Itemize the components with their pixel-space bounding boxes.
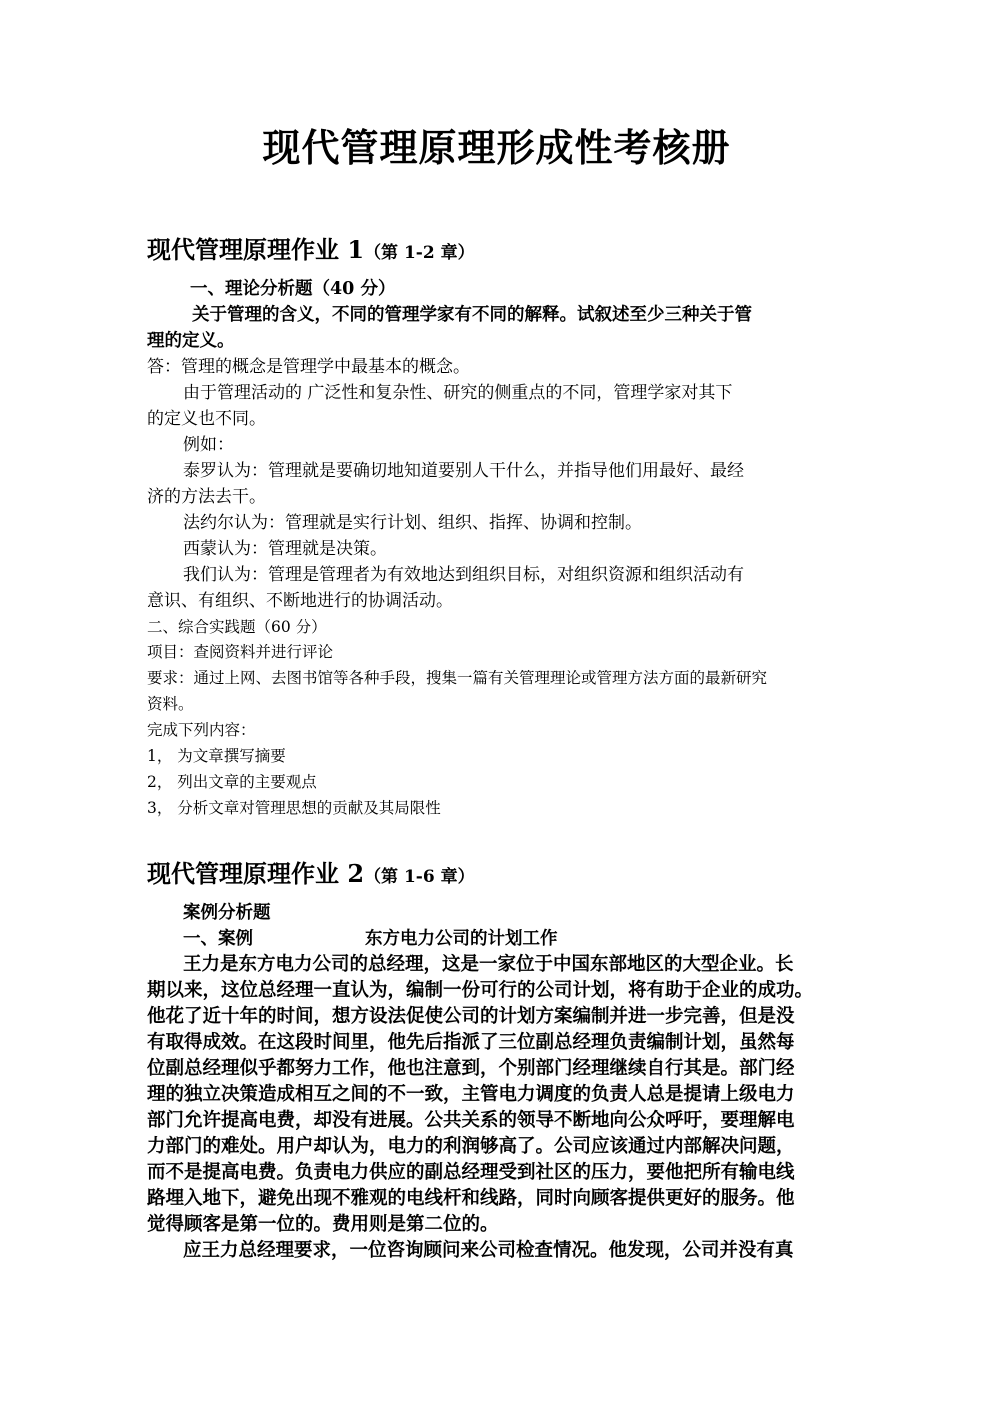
case-line: 而不是提高电费。负责电力供应的副总经理受到社区的压力，要他把所有输电线 <box>147 1162 795 1183</box>
practice-line: 2， 列出文章的主要观点 <box>147 773 317 791</box>
case-label: 一、案例 <box>183 929 253 949</box>
answer-line: 意识、有组织、不断地进行的协调活动。 <box>147 591 453 611</box>
case-section-title: 案例分析题 <box>183 903 271 923</box>
assignment-2-chapters: （第 1-6 章） <box>364 867 475 887</box>
answer-line: 答：管理的概念是管理学中最基本的概念。 <box>147 357 470 377</box>
case-line: 觉得顾客是第一位的。费用则是第二位的。 <box>147 1214 499 1235</box>
case-line: 应王力总经理要求，一位咨询顾问来公司检查情况。他发现，公司并没有真 <box>183 1240 794 1261</box>
assignment-2-heading <box>147 857 475 894</box>
theory-question-heading: 一、理论分析题（40 分） <box>190 279 396 299</box>
practice-line: 完成下列内容： <box>147 721 256 739</box>
case-line: 部门允许提高电费，却没有进展。公共关系的领导不断地向公众呼吁，要理解电 <box>147 1110 795 1131</box>
practice-line: 3， 分析文章对管理思想的贡献及其局限性 <box>147 799 441 817</box>
practice-line: 1， 为文章撰写摘要 <box>147 747 286 765</box>
answer-line: 法约尔认为：管理就是实行计划、组织、指挥、协调和控制。 <box>183 513 642 533</box>
document-title: 现代管理原理形成性考核册 <box>262 125 731 170</box>
assignment-1-heading <box>147 233 475 270</box>
question-line: 关于管理的含义，不同的管理学家有不同的解释。试叙述至少三种关于管 <box>192 305 752 325</box>
case-line: 王力是东方电力公司的总经理，这是一家位于中国东部地区的大型企业。长 <box>183 954 794 975</box>
practice-line: 资料。 <box>147 695 194 713</box>
answer-line: 济的方法去干。 <box>147 487 266 507</box>
answer-line: 西蒙认为：管理就是决策。 <box>183 539 387 559</box>
practice-line: 要求：通过上网、去图书馆等各种手段，搜集一篇有关管理理论或管理方法方面的最新研究 <box>147 669 768 687</box>
practice-line: 项目：查阅资料并进行评论 <box>147 643 334 661</box>
practice-line: 二、综合实践题（60 分） <box>147 618 327 636</box>
answer-line: 的定义也不同。 <box>147 409 266 429</box>
answer-line: 我们认为：管理是管理者为有效地达到组织目标，对组织资源和组织活动有 <box>183 565 744 585</box>
answer-line: 例如： <box>183 435 234 455</box>
assignment-1-title: 现代管理原理作业 1 <box>147 235 365 264</box>
case-line: 他花了近十年的时间，想方设法促使公司的计划方案编制并进一步完善，但是没 <box>147 1006 795 1027</box>
answer-line: 由于管理活动的 广泛性和复杂性、研究的侧重点的不同，管理学家对其下 <box>183 383 733 403</box>
case-line: 理的独立决策造成相互之间的不一致，主管电力调度的负责人总是提请上级电力 <box>147 1084 795 1105</box>
assignment-1-chapters: （第 1-2 章） <box>364 243 475 263</box>
case-line: 路埋入地下，避免出现不雅观的电线杆和线路，同时向顾客提供更好的服务。他 <box>147 1188 795 1209</box>
case-line: 力部门的难处。用户却认为，电力的利润够高了。公司应该通过内部解决问题， <box>147 1136 795 1157</box>
question-line: 理的定义。 <box>147 331 235 351</box>
case-line: 位副总经理似乎都努力工作，他也注意到，个别部门经理继续自行其是。部门经 <box>147 1058 795 1079</box>
case-line: 期以来，这位总经理一直认为，编制一份可行的公司计划，将有助于企业的成功。 <box>147 980 814 1001</box>
case-line: 有取得成效。在这段时间里，他先后指派了三位副总经理负责编制计划，虽然每 <box>147 1032 795 1053</box>
case-name: 东方电力公司的计划工作 <box>365 929 558 949</box>
answer-line: 泰罗认为：管理就是要确切地知道要别人干什么，并指导他们用最好、最经 <box>183 461 744 481</box>
assignment-2-title: 现代管理原理作业 2 <box>147 859 365 888</box>
